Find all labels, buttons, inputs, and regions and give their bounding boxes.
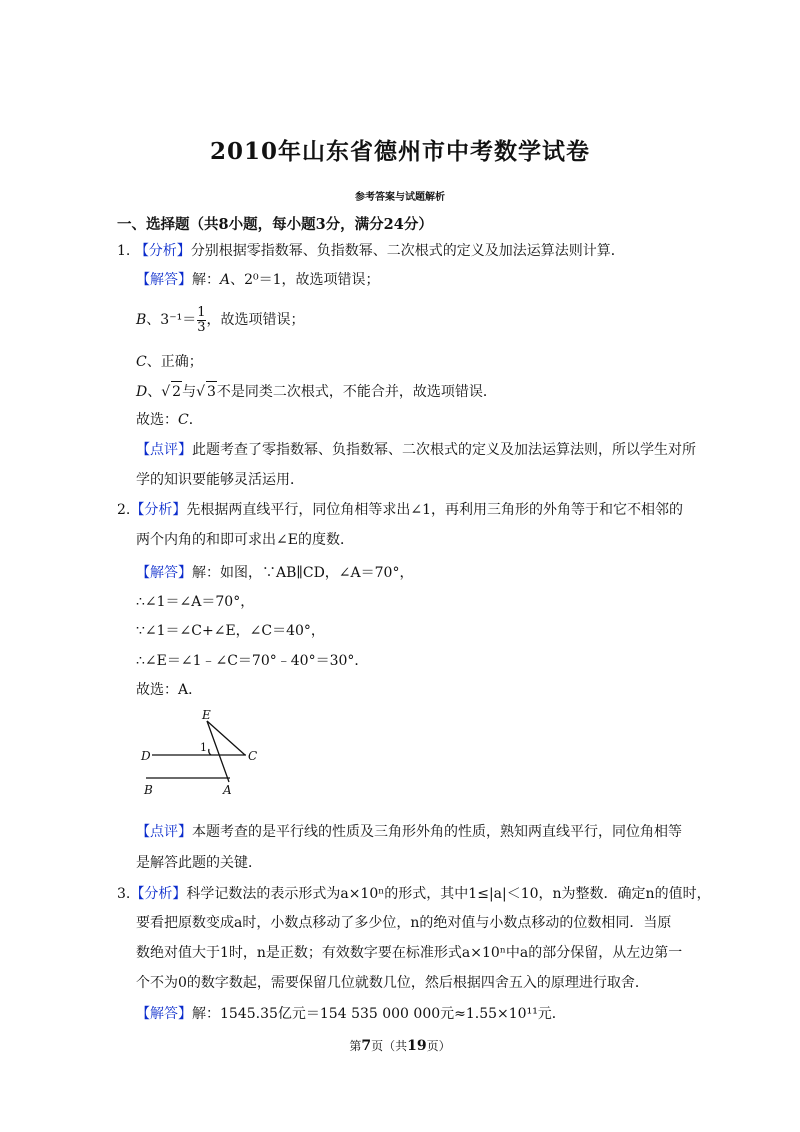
label-b: B <box>144 783 153 797</box>
page-total: 19 <box>407 1038 427 1054</box>
q1-analysis: 分别根据零指数幂、负指数幂、二次根式的定义及加法运算法则计算． <box>190 243 625 259</box>
q2-answer-line-3: ∵∠1＝∠C+∠E，∠C＝40°， <box>136 623 325 639</box>
q1-answer-b: B、3⁻¹＝ $\frac{1}{3}$ ，故选项错误； <box>136 304 305 335</box>
question-number: 2. <box>117 502 131 518</box>
angle-1-arc <box>209 749 211 755</box>
answer-tag: 【解答】 <box>136 565 192 581</box>
radical-3: 3 <box>206 381 217 402</box>
q2-answer-line-1: 【解答】解：如图，∵AB∥CD，∠A＝70°， <box>136 565 414 581</box>
q3-analysis-line-1: 3.【分析】科学记数法的表示形式为a×10ⁿ的形式，其中1≤|a|＜10，n为整数．确定n的值时， <box>117 886 711 902</box>
label-d: D <box>141 749 151 763</box>
q1-answer-c: C、正确； <box>136 354 203 370</box>
page-footer: 第7页（共19页） <box>349 1038 451 1054</box>
label-a: A <box>223 783 232 797</box>
q2-analysis-line-1: 2.【分析】先根据两直线平行，同位角相等求出∠1，再利用三角形的外角等于和它不相邻的 <box>117 502 683 518</box>
answer-tag: 【解答】 <box>136 272 192 288</box>
q1-choice: 故选：C． <box>136 412 203 428</box>
q3-analysis-line-2: 要看把原数变成a时，小数点移动了多少位，n的绝对值与小数点移动的位数相同．当原 <box>136 915 672 931</box>
q2-review-line-2: 是解答此题的关键． <box>136 855 262 871</box>
review-tag: 【点评】 <box>136 824 192 840</box>
q2-review-line-1: 【点评】本题考查的是平行线的性质及三角形外角的性质，熟知两直线平行，同位角相等 <box>136 824 682 840</box>
q1-review-line-2: 学的知识要能够灵活运用． <box>136 472 304 488</box>
q3-analysis-line-4: 个不为0的数字数起，需要保留几位就数几位，然后根据四舍五入的原理进行取舍． <box>136 975 649 991</box>
label-c: C <box>248 749 258 763</box>
analysis-tag: 【分析】 <box>130 502 187 518</box>
review-tag: 【点评】 <box>136 442 192 458</box>
radical-2: 2 <box>171 381 182 402</box>
section-heading: 一、选择题（共8小题，每小题3分，满分24分） <box>117 216 433 233</box>
q2-answer-line-4: ∴∠E＝∠1﹣∠C＝70°﹣40°＝30°． <box>136 653 369 669</box>
q1-answer-a: 【解答】解：A、2⁰＝1，故选项错误； <box>136 272 380 288</box>
fraction: $\frac{1}{3}$ <box>197 304 206 335</box>
geometry-figure <box>138 705 268 797</box>
subtitle: 参考答案与试题解析 <box>355 192 445 203</box>
q3-analysis-line-3: 数绝对值大于1时，n是正数；有效数字要在标准形式a×10ⁿ中a的部分保留，从左边第一 <box>136 945 683 961</box>
question-number: 3. <box>117 886 131 902</box>
analysis-tag: 【分析】 <box>130 886 187 902</box>
label-angle-1: 1 <box>200 741 207 754</box>
page-number: 7 <box>361 1038 372 1054</box>
label-e: E <box>202 708 211 722</box>
page-title: 2010年山东省德州市中考数学试卷 <box>209 138 590 165</box>
q1-answer-d: D、√ 2与√ 3不是同类二次根式，不能合并，故选项错误． <box>136 381 497 402</box>
q1-analysis-line <box>117 241 625 261</box>
answer-tag: 【解答】 <box>136 1006 192 1022</box>
q2-answer-line-2: ∴∠1＝∠A＝70°， <box>136 594 255 610</box>
q3-answer: 【解答】解：1545.35亿元＝154 535 000 000元≈1.55×10¹¹元． <box>136 1006 566 1022</box>
question-number: 1. <box>117 243 131 259</box>
q1-review-line-1: 【点评】此题考查了零指数幂、负指数幂、二次根式的定义及加法运算法则，所以学生对所 <box>136 442 696 458</box>
analysis-tag: 【分析】 <box>134 243 191 259</box>
q2-choice: 故选：A． <box>136 682 203 698</box>
q2-analysis-line-2: 两个内角的和即可求出∠E的度数． <box>136 532 354 548</box>
